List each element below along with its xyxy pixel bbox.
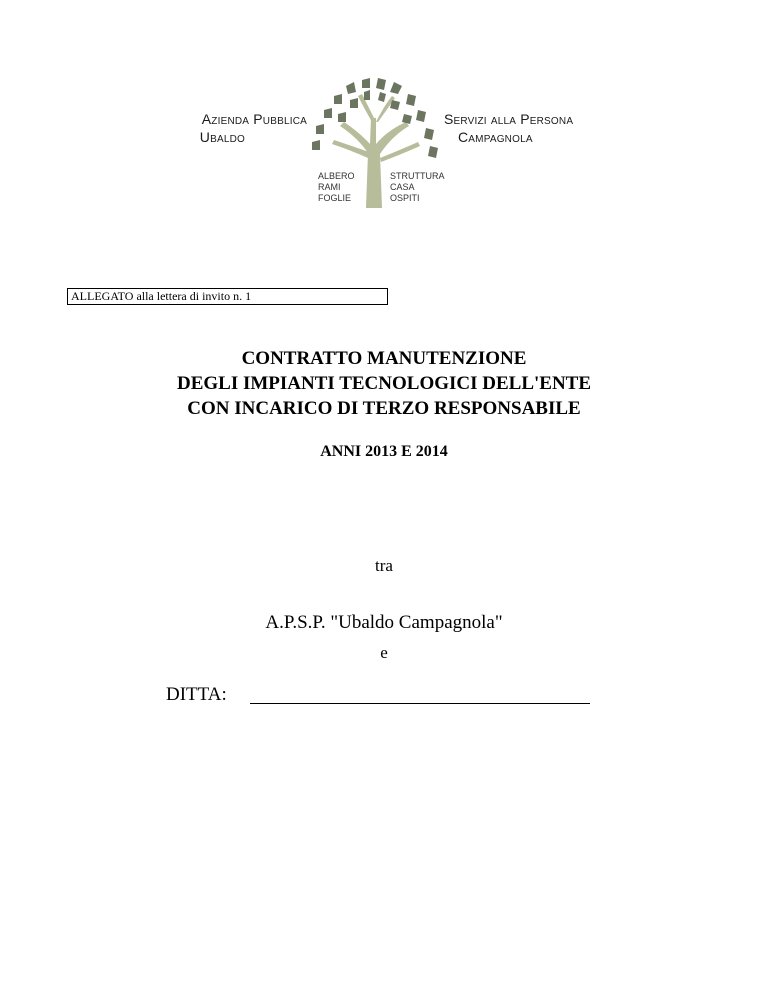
title-line1: CONTRATTO MANUTENZIONE [241,348,527,369]
ditta-fill-line [250,703,590,704]
subtitle-right-2: CASA [390,182,415,192]
conjunction-text: e [380,643,388,662]
allegato-box: ALLEGATO alla lettera di invito n. 1 [67,288,388,305]
title-line3: CON INCARICO DI TERZO RESPONSABILE [187,398,581,419]
logo-left-line2: Ubaldo [199,129,245,145]
logo-subtitle-right [390,171,445,204]
logo-subtitle-left [318,171,355,204]
tra-text: tra [375,556,393,575]
subtitle-right-3: OSPITI [390,193,420,203]
ditta-label: DITTA: [166,684,227,705]
title-line2: DEGLI IMPIANTI TECNOLOGICI DELL'ENTE [176,373,592,394]
logo-right-line2: Campagnola [458,129,533,145]
subtitle-right-1: STRUTTURA [390,171,445,181]
subtitle-left-3: FOGLIE [318,193,352,203]
years-heading: ANNI 2013 E 2014 [320,443,448,460]
subtitle-left-2: RAMI [318,182,341,192]
logo-right-line1: Servizi alla Persona [444,111,574,127]
party-name: A.P.S.P. "Ubaldo Campagnola" [265,612,503,633]
logo-right-text [444,110,573,146]
logo-left-text [200,110,307,146]
document-title [0,346,768,421]
logo-left-line1: Azienda Pubblica [201,111,307,127]
subtitle-left-1: ALBERO [318,171,355,181]
